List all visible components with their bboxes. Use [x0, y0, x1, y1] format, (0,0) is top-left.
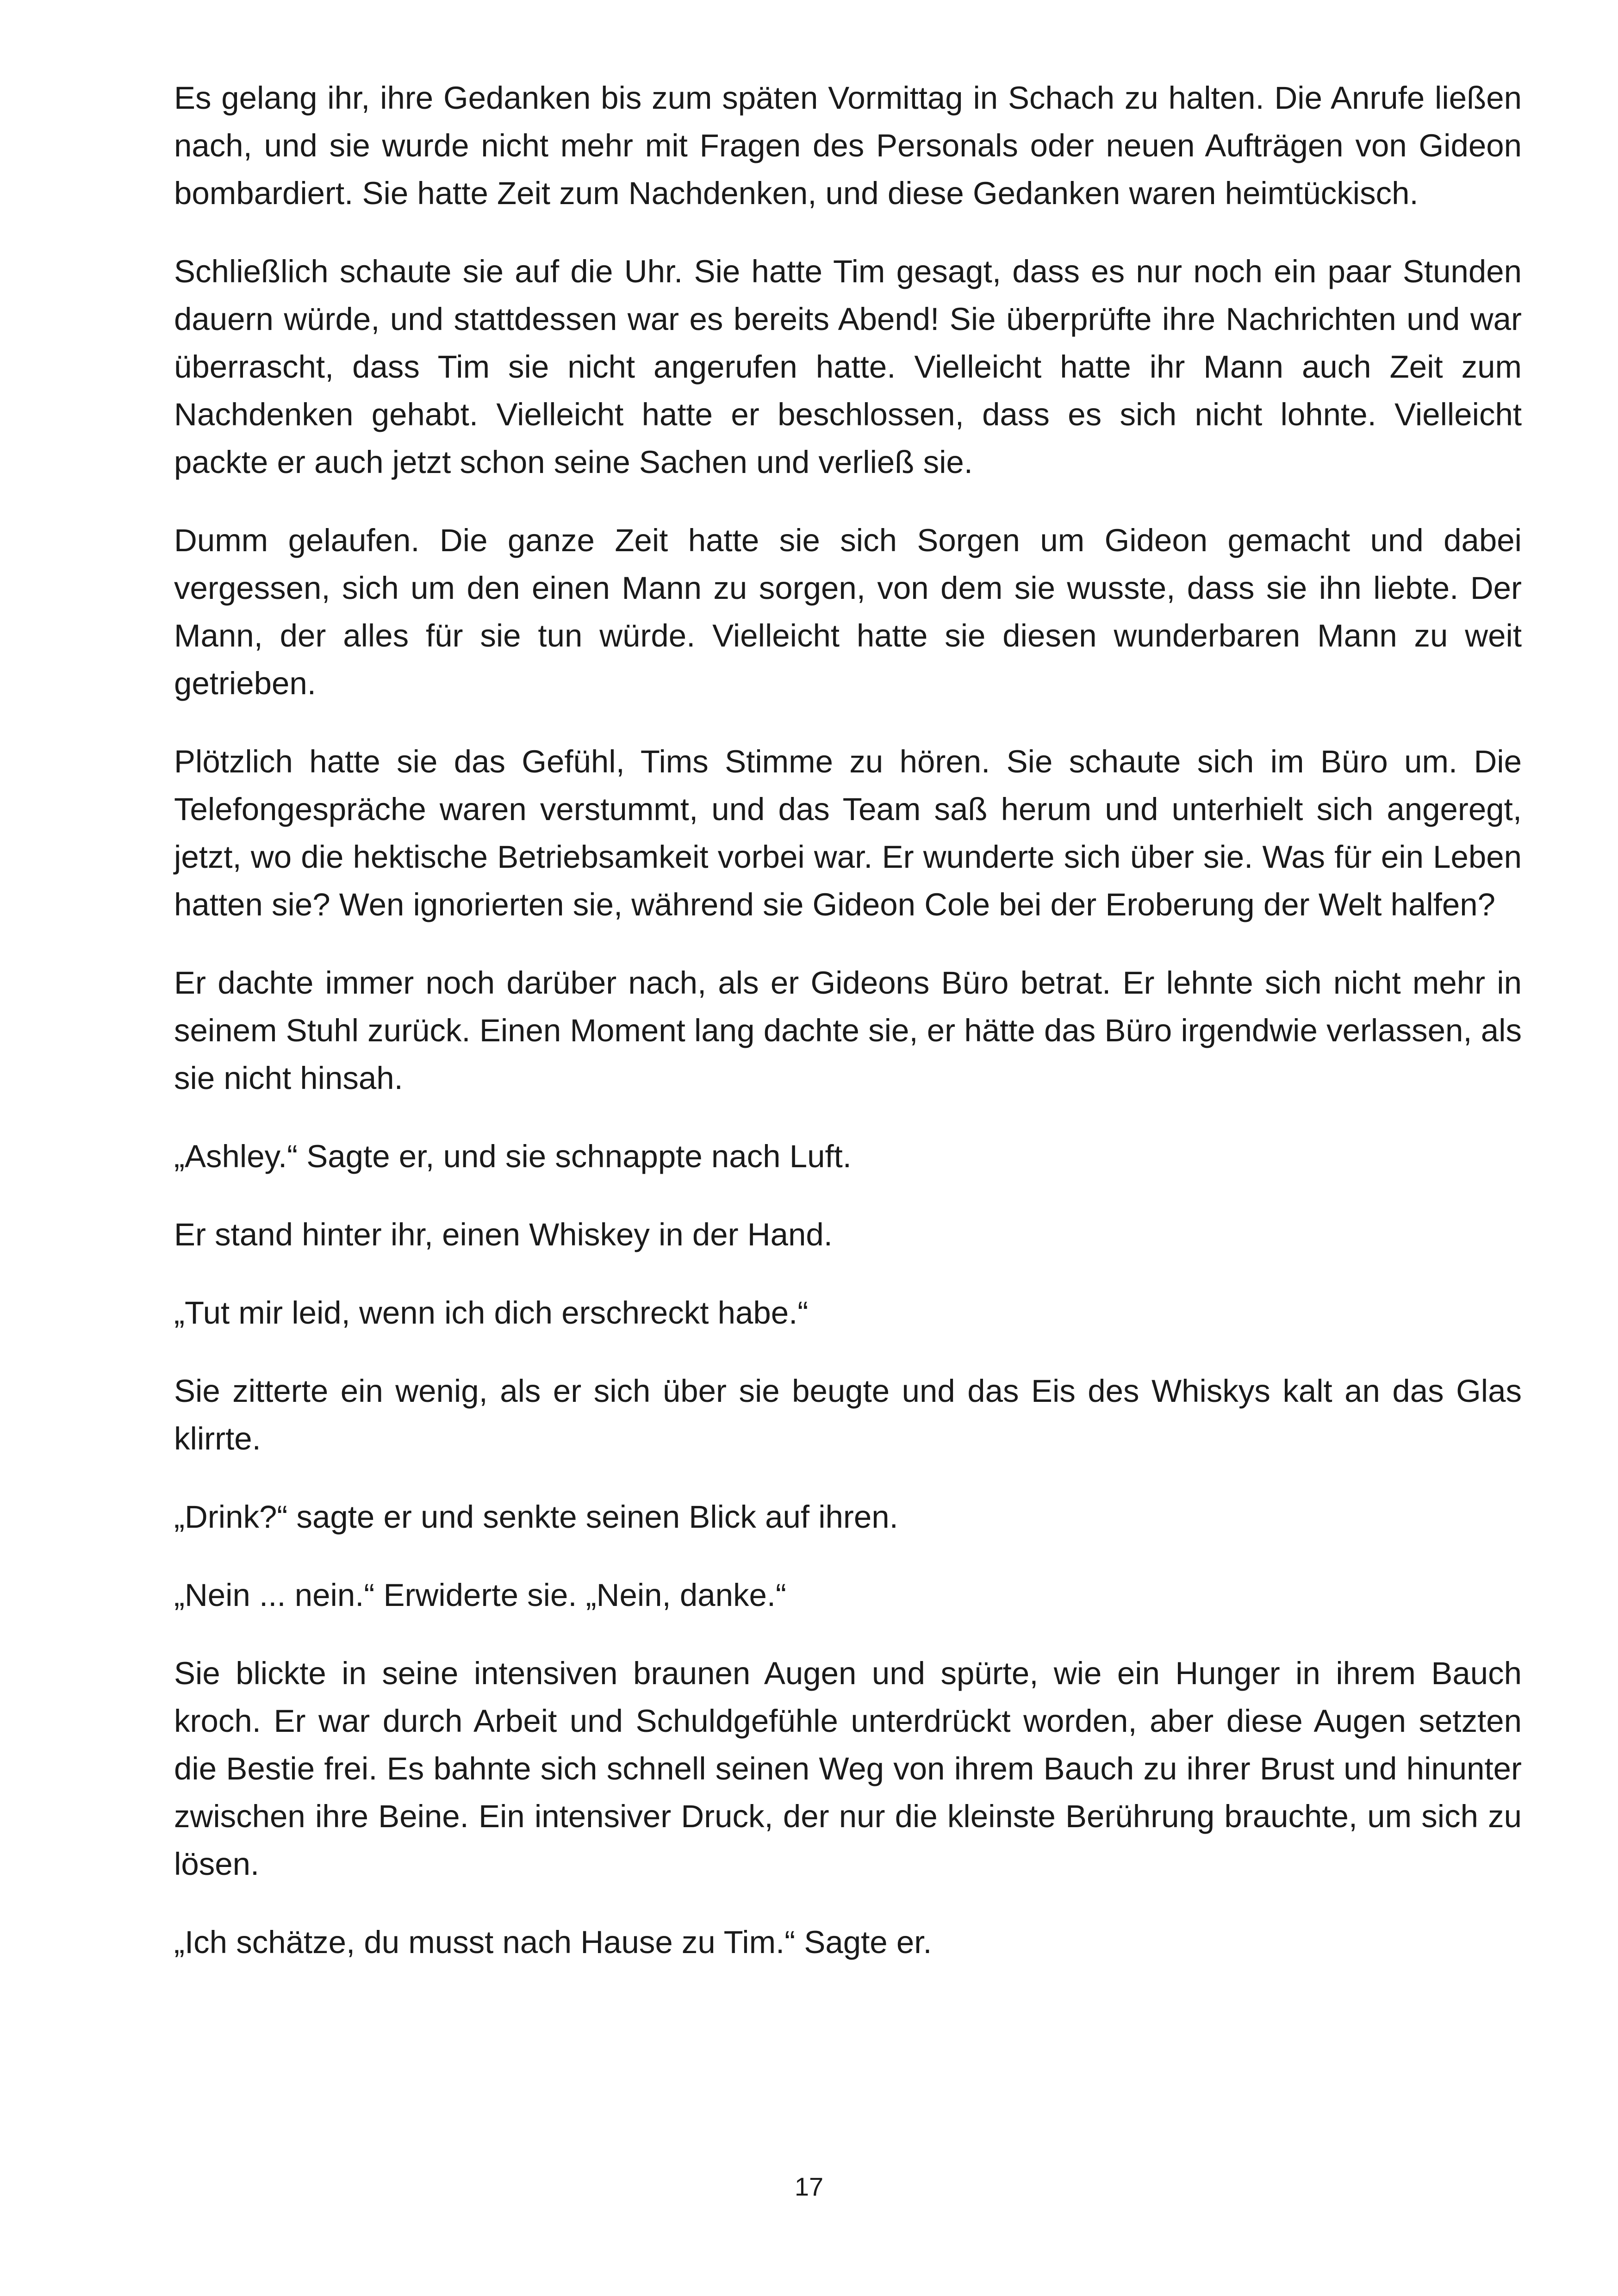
dialogue-line: „Ashley.“ Sagte er, und sie schnappte nach Luft. [174, 1139, 852, 1174]
body-text [174, 74, 1522, 1997]
dialogue-line: „Nein ... nein.“ Erwiderte sie. „Nein, danke.“ [174, 1577, 787, 1613]
paragraph: Sie zitterte ein wenig, als er sich über sie beugte und das Eis des Whiskys kalt an das Glas klirrte. [174, 1373, 1522, 1456]
dialogue-line: „Drink?“ sagte er und senkte seinen Blick auf ihren. [174, 1499, 898, 1535]
dialogue-line: „Ich schätze, du musst nach Hause zu Tim.“ Sagte er. [174, 1924, 932, 1960]
paragraph: Plötzlich hatte sie das Gefühl, Tims Stimme zu hören. Sie schaute sich im Büro um. Die Telefongespräche waren verstummt, und das Team saß herum und unterhielt sich angeregt, jetzt, wo die hektische Betriebsamkeit vorbei war. Er wunderte sich über sie. Was für ein Leben hatten sie? Wen ignorierten sie, während sie Gideon Cole bei der Eroberung der Welt halfen? [174, 744, 1522, 922]
paragraph: Schließlich schaute sie auf die Uhr. Sie hatte Tim gesagt, dass es nur noch ein paar Stunden dauern würde, und stattdessen war es bereits Abend! Sie überprüfte ihre Nachrichten und war überrascht, dass Tim sie nicht angerufen hatte. Vielleicht hatte ihr Mann auch Zeit zum Nachdenken gehabt. Vielleicht hatte er beschlossen, dass es sich nicht lohnte. Vielleicht packte er auch jetzt schon seine Sachen und verließ sie. [174, 254, 1522, 480]
paragraph: Dumm gelaufen. Die ganze Zeit hatte sie sich Sorgen um Gideon gemacht und dabei vergessen, sich um den einen Mann zu sorgen, von dem sie wusste, dass sie ihn liebte. Der Mann, der alles für sie tun würde. Vielleicht hatte sie diesen wunderbaren Mann zu weit getrieben. [174, 523, 1522, 701]
paragraph: Es gelang ihr, ihre Gedanken bis zum späten Vormittag in Schach zu halten. Die Anrufe ließen nach, und sie wurde nicht mehr mit Fragen des Personals oder neuen Aufträgen von Gideon bombardiert. Sie hatte Zeit zum Nachdenken, und diese Gedanken waren heimtückisch. [174, 80, 1522, 211]
page-number: 17 [794, 2172, 824, 2201]
paragraph: Sie blickte in seine intensiven braunen Augen und spürte, wie ein Hunger in ihrem Bauch kroch. Er war durch Arbeit und Schuldgefühle unterdrückt worden, aber diese Augen setzten die Bestie frei. Es bahnte sich schnell seinen Weg von ihrem Bauch zu ihrer Brust und hinunter zwischen ihre Beine. Ein intensiver Druck, der nur die kleinste Berührung brauchte, um sich zu lösen. [174, 1655, 1522, 1882]
dialogue-line: „Tut mir leid, wenn ich dich erschreckt habe.“ [174, 1295, 809, 1331]
paragraph: Er stand hinter ihr, einen Whiskey in der Hand. [174, 1217, 833, 1252]
paragraph: Er dachte immer noch darüber nach, als er Gideons Büro betrat. Er lehnte sich nicht mehr in seinem Stuhl zurück. Einen Moment lang dachte sie, er hätte das Büro irgendwie verlassen, als sie nicht hinsah. [174, 965, 1522, 1096]
